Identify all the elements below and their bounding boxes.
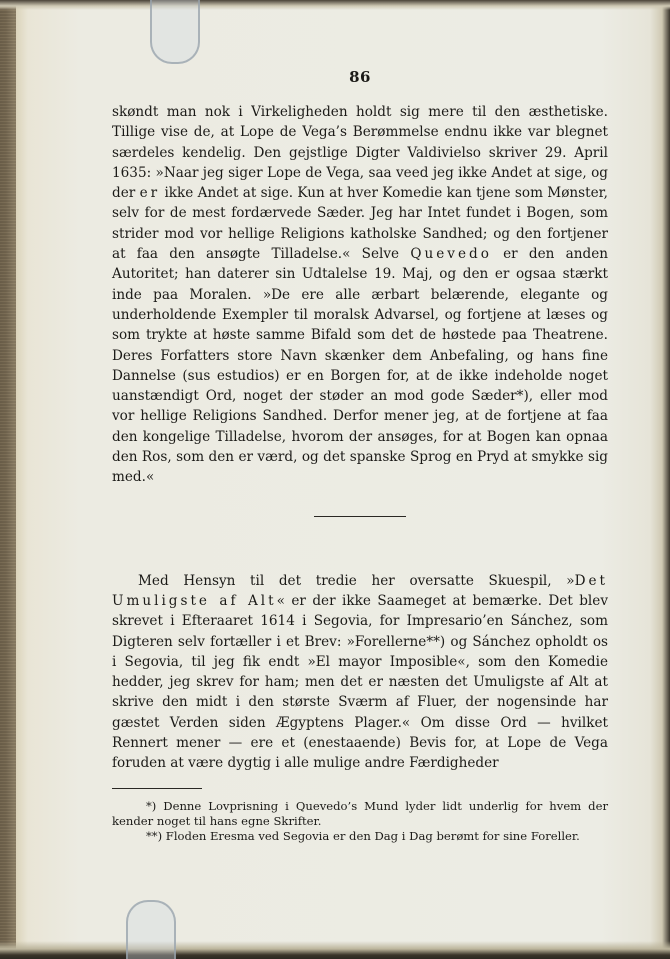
page-bottom-shadow — [0, 941, 670, 959]
paragraph-1-text-c: er den anden Autoritet; han daterer sin Udtalelse 19. Maj, og den er ogsaa stærkt inde paa Moralen. »De ere alle ærbart belærende, elegante og underholdende Exempler til moralsk Advarsel, og fortjene at læses og som trykte at høste samme Bifald som det de høstede paa Theatrene. Deres Forfatters store Navn skænker dem Anbefaling, og hans fine Dannelse (sus estudios) er en Borgen for, at de ikke indeholde noget uanstændigt Ord, noget der støder an mod gode Sæder*), eller mod vor hellige Religions Sandhed. Derfor mener jeg, at de fortjene at faa den kongelige Tilladelse, hvorom der ansøges, for at Bogen kan opnaa den Ros, som den er værd, og det spanske Sprog en Pryd at smykke sig med.« — [112, 246, 608, 486]
paper-clip-top-icon — [150, 0, 200, 64]
paragraph-third-play — [112, 571, 608, 774]
paragraph-2-text-b: « er der ikke Saameget at bemærke. Det blev skrevet i Efteraaret 1614 i Segovia, for Impresario’en Sánchez, som Digteren selv fortæller i et Brev: »Forellerne**) og Sánchez opholdt os i Segovia, til jeg fik endt »El mayor Imposible«, som den Komedie hedder, jeg skrev for ham; men det er næsten det Umuligste af Alt at skrive den midt i den største Sværm af Fluer, der nogensinde har gæstet Verden siden Ægyptens Plager.« Om disse Ord — hvilket Rennert mener — ere et (enestaaende) Bevis for, at Lope de Vega foruden at være dygtig i alle mulige andre Færdigheder — [112, 592, 609, 772]
paragraph-1-emphasis-er: er — [139, 185, 161, 202]
footnote-divider — [112, 788, 202, 789]
footnote-1: *) Denne Lovprisning i Quevedo’s Mund lyder lidt underlig for hvem der kender noget til hans egne Skrifter. — [112, 798, 608, 828]
book-binding-edge — [0, 0, 16, 959]
paragraph-1-emphasis-quevedo: Quevedo — [410, 246, 492, 263]
paragraph-approbations — [112, 102, 608, 488]
paragraph-1-text-b: ikke Andet at sige. Kun at hver Komedie kan tjene som Mønster, selv for de mest fordærvede Sæder. Jeg har Intet fundet i Bogen, som strider mod vor hellige Religions katholske Sandhed; og den fortjener at faa den ansøgte Tilladelse.« Selve — [112, 185, 608, 263]
footnote-2: **) Floden Eresma ved Segovia er den Dag i Dag berømt for sine Foreller. — [146, 829, 580, 844]
paragraph-2-text-a: Med Hensyn til det tredie her oversatte Skuespil, » — [138, 572, 575, 589]
page-content — [112, 68, 608, 844]
paper-clip-bottom-icon — [126, 900, 176, 959]
paragraph-2-emphasis-title: Det Umuligste af Alt — [112, 572, 608, 609]
page-number: 86 — [349, 68, 371, 86]
section-divider — [314, 516, 406, 517]
paragraph-1-text-a: skøndt man nok i Virkeligheden holdt sig mere til den æsthetiske. Tillige vise de, at Lope de Vega’s Berømmelse endnu ikke var blegnet særdeles kendelig. Den gejstlige Digter Valdivielso skriver 29. April 1635: »Naar jeg siger Lope de Vega, saa veed jeg ikke Andet at sige, og der — [112, 104, 608, 202]
page-top-shadow — [0, 0, 670, 10]
